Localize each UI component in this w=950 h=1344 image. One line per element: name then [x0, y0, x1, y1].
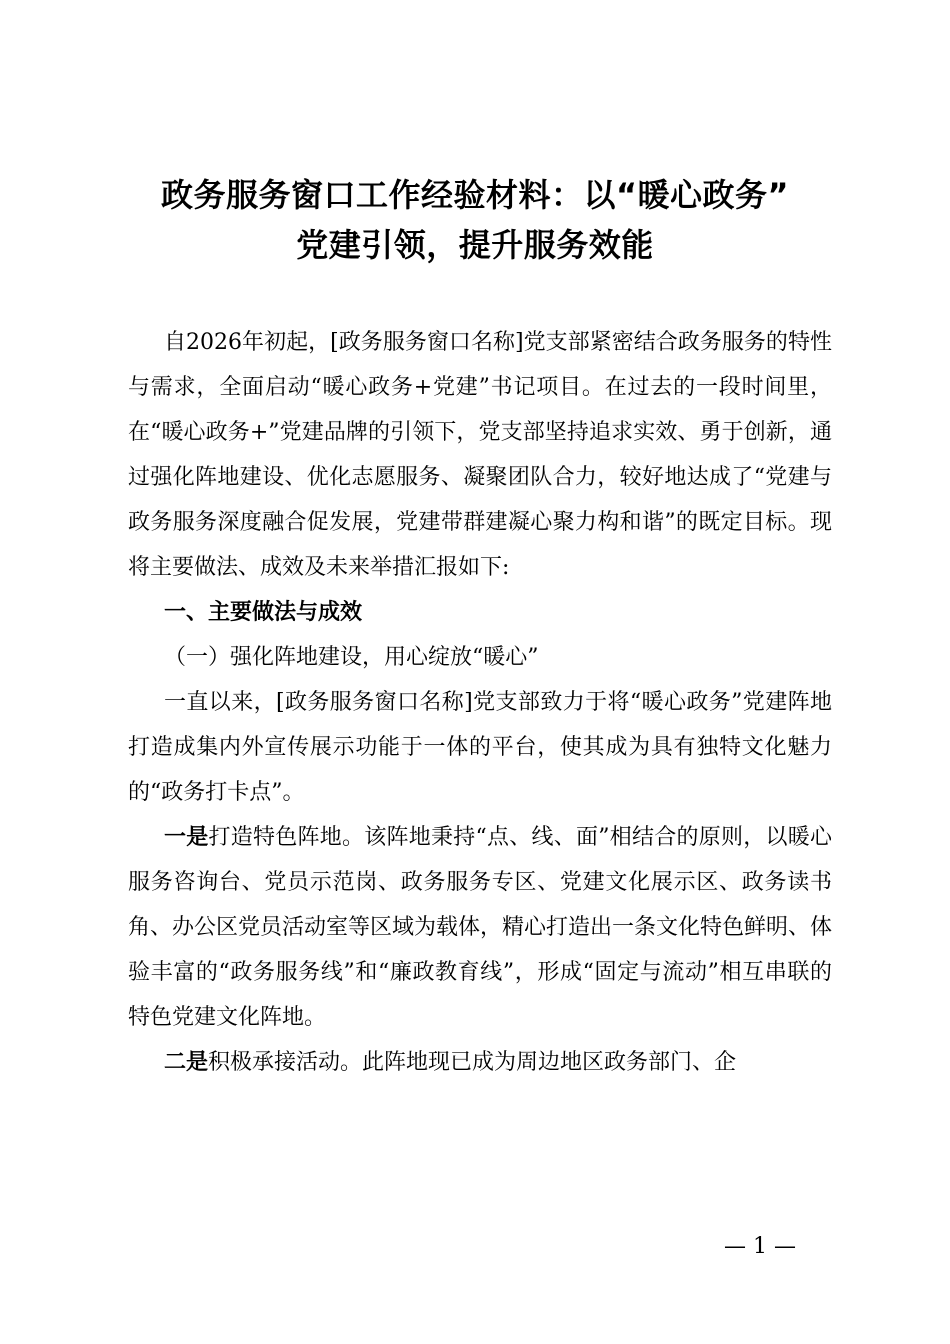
point-one-text: 打造特色阵地。该阵地秉持“点、线、面”相结合的原则，以暖心服务咨询台、党员示范岗、政务服务专区、党建文化展示区、政务读书角、办公区党员活动室等区域为载体，精心打造出一条文化特色鲜明、体验丰富的“政务服务线”和“廉政教育线”，形成“固定与流动”相互串联的特色党建文化阵地。	[128, 825, 833, 1030]
point-two-text: 积极承接活动。此阵地现已成为周边地区政务部门、企	[208, 1050, 737, 1075]
point-one-lead: 一是	[164, 825, 209, 850]
page-number: — 1 —	[724, 1234, 796, 1259]
subsection-heading: （一）强化阵地建设，用心绽放“暖心”	[164, 645, 539, 670]
subsection-paragraph: 一直以来，[政务服务窗口名称]党支部致力于将“暖心政务”党建阵地打造成集内外宣传展示功能于一体的平台，使其成为具有独特文化魅力的“政务打卡点”。	[128, 690, 832, 805]
document-title-line-1: 政务服务窗口工作经验材料：以“暖心政务”	[160, 176, 790, 214]
document-title-line-2: 党建引领，提升服务效能	[296, 226, 654, 264]
document-body	[128, 320, 832, 1085]
point-one-paragraph	[128, 815, 832, 1040]
section-heading: 一、主要做法与成效	[164, 600, 363, 625]
point-two-paragraph	[128, 1040, 832, 1085]
intro-paragraph: 自2026年初起，[政务服务窗口名称]党支部紧密结合政务服务的特性与需求，全面启动“暖心政务+党建”书记项目。在过去的一段时间里，在“暖心政务+”党建品牌的引领下，党支部坚持追求实效、勇于创新，通过强化阵地建设、优化志愿服务、凝聚团队合力，较好地达成了“党建与政务服务深度融合促发展，党建带群建凝心聚力构和谐”的既定目标。现将主要做法、成效及未来举措汇报如下:	[128, 330, 832, 580]
point-two-lead: 二是	[164, 1050, 209, 1075]
